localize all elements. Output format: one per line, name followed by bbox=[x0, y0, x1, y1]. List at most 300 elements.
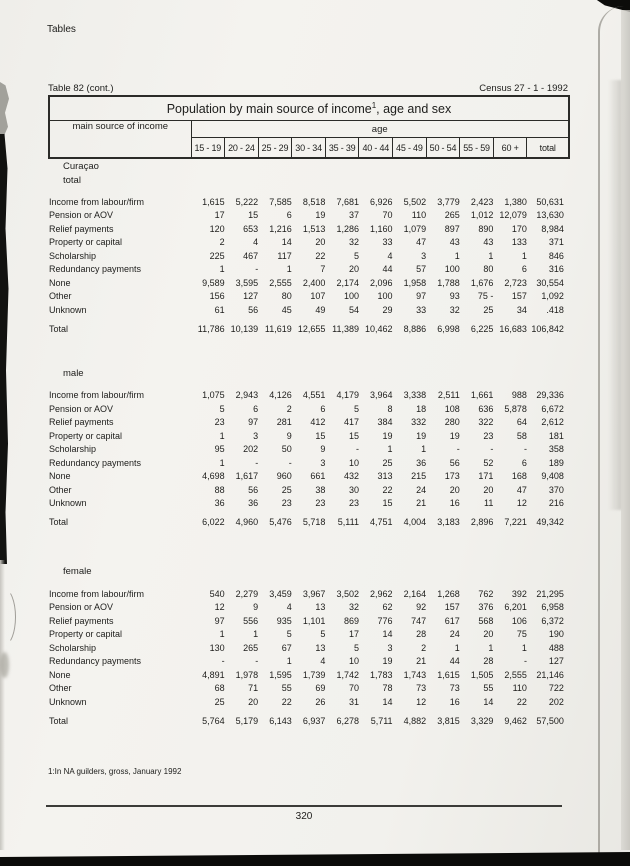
row-label: Scholarship bbox=[49, 642, 97, 653]
section-heading-label: female bbox=[63, 566, 92, 577]
row-label: Pension or AOV bbox=[49, 403, 114, 414]
value-cell: 8,984 bbox=[541, 223, 564, 234]
value-cell: 4,751 bbox=[370, 517, 393, 527]
value-cell: 1,075 bbox=[202, 390, 225, 401]
value-cell: 9,589 bbox=[202, 277, 225, 288]
value-cell: 56 bbox=[449, 457, 460, 468]
value-cell: 747 bbox=[411, 615, 427, 626]
table-row bbox=[49, 236, 569, 250]
value-cell: 1,615 bbox=[202, 196, 225, 207]
table-row bbox=[49, 389, 569, 403]
value-cell: 34 bbox=[516, 304, 527, 315]
value-cell: 8,518 bbox=[302, 196, 326, 207]
value-cell: 49,342 bbox=[536, 517, 564, 527]
value-cell: 19 bbox=[382, 656, 393, 667]
row-label: Property or capital bbox=[49, 629, 123, 640]
value-cell: 2,400 bbox=[302, 277, 326, 288]
value-cell: 30 bbox=[348, 484, 359, 495]
value-cell: 9,462 bbox=[504, 715, 527, 726]
value-cell: 26 bbox=[315, 696, 326, 707]
value-cell: 5,878 bbox=[504, 403, 527, 414]
value-cell: 33 bbox=[382, 237, 393, 248]
value-cell: 29 bbox=[382, 304, 393, 315]
value-cell: 3 bbox=[421, 250, 427, 261]
value-cell: 100 bbox=[444, 264, 460, 275]
income-by-age-sex-table bbox=[48, 95, 570, 728]
value-cell: 23 bbox=[214, 417, 225, 428]
row-label: Total bbox=[49, 323, 69, 334]
value-cell: 6,022 bbox=[202, 517, 225, 527]
value-cell: 3,964 bbox=[370, 390, 393, 401]
value-cell: 9 bbox=[286, 430, 292, 441]
value-cell: 70 bbox=[348, 683, 359, 694]
value-cell: 5 bbox=[353, 250, 359, 261]
value-cell: 4 bbox=[320, 656, 326, 667]
value-cell: 17 bbox=[214, 210, 225, 221]
value-cell: 1 bbox=[521, 250, 527, 261]
value-cell: - bbox=[456, 444, 460, 455]
value-cell: 4,179 bbox=[336, 390, 359, 401]
value-cell: 935 bbox=[276, 615, 292, 626]
value-cell: 412 bbox=[310, 417, 326, 428]
row-label: Pension or AOV bbox=[49, 210, 114, 221]
value-cell: 10 bbox=[348, 457, 359, 468]
row-label: None bbox=[49, 471, 71, 482]
value-cell: 24 bbox=[449, 629, 460, 640]
value-cell: 10,139 bbox=[230, 323, 259, 334]
value-cell: 5 bbox=[353, 403, 359, 414]
value-cell: 1 bbox=[286, 656, 292, 667]
page-header-label: Tables bbox=[47, 24, 76, 35]
row-label: Unknown bbox=[49, 696, 87, 707]
value-cell: 6,998 bbox=[437, 323, 460, 334]
value-cell: 25 bbox=[483, 304, 494, 315]
value-cell: 488 bbox=[548, 642, 564, 653]
value-cell: 3,329 bbox=[470, 715, 494, 726]
table-row bbox=[49, 290, 569, 304]
table-row bbox=[49, 641, 569, 655]
value-cell: 55 bbox=[281, 683, 292, 694]
value-cell: 1,978 bbox=[235, 669, 259, 680]
value-cell: 3,338 bbox=[403, 390, 427, 401]
value-cell: 960 bbox=[276, 471, 292, 482]
value-cell: 45 bbox=[281, 304, 292, 315]
value-cell: 1,505 bbox=[470, 669, 494, 680]
row-label: Pension or AOV bbox=[49, 602, 114, 613]
value-cell: 8 bbox=[387, 403, 393, 414]
value-cell: 54 bbox=[348, 304, 359, 315]
table-row bbox=[49, 443, 569, 457]
value-cell: - bbox=[490, 444, 494, 455]
table-row bbox=[49, 195, 569, 209]
value-cell: 2,279 bbox=[235, 588, 259, 599]
value-cell: 32 bbox=[348, 602, 359, 613]
value-cell: 8,886 bbox=[403, 323, 427, 334]
value-cell: 6 bbox=[320, 403, 326, 414]
page-number: 320 bbox=[295, 811, 313, 822]
spacer-row bbox=[49, 381, 569, 389]
value-cell: 1,615 bbox=[437, 669, 460, 680]
row-label: Other bbox=[49, 683, 72, 694]
value-cell: 56 bbox=[248, 484, 259, 495]
value-cell: 1 bbox=[387, 444, 393, 455]
value-cell: 2,423 bbox=[470, 196, 494, 207]
value-cell: 1 bbox=[521, 642, 527, 653]
table-title-suffix: , age and sex bbox=[376, 102, 452, 117]
value-cell: 1 bbox=[488, 642, 494, 653]
column-header: 15 - 19 bbox=[191, 138, 225, 159]
table-row bbox=[49, 429, 569, 443]
value-cell: 316 bbox=[548, 264, 564, 275]
value-cell: 6 bbox=[521, 264, 527, 275]
value-cell: 170 bbox=[511, 223, 527, 234]
value-cell: 10 bbox=[348, 656, 359, 667]
column-header: 35 - 39 bbox=[325, 138, 359, 159]
value-cell: 890 bbox=[478, 223, 494, 234]
value-cell: 15 bbox=[382, 498, 393, 509]
column-header: 20 - 24 bbox=[225, 138, 259, 159]
value-cell: 12,079 bbox=[499, 210, 527, 221]
value-cell: 6,201 bbox=[504, 602, 527, 613]
value-cell: 6 bbox=[521, 457, 527, 468]
value-cell: 33 bbox=[416, 304, 427, 315]
value-cell: 12 bbox=[214, 602, 225, 613]
value-cell: 23 bbox=[483, 430, 494, 441]
value-cell: 9 bbox=[320, 444, 326, 455]
value-cell: 61 bbox=[214, 304, 225, 315]
column-header: 25 - 29 bbox=[258, 138, 292, 159]
value-cell: 156 bbox=[209, 291, 225, 302]
value-cell: 376 bbox=[478, 602, 494, 613]
value-cell: 127 bbox=[243, 291, 259, 302]
value-cell: 5,222 bbox=[235, 196, 259, 207]
value-cell: 3,967 bbox=[302, 588, 326, 599]
value-cell: 4,126 bbox=[269, 390, 292, 401]
value-cell: 1 bbox=[219, 430, 225, 441]
value-cell: 4,882 bbox=[403, 715, 427, 726]
value-cell: 20 bbox=[483, 484, 494, 495]
value-cell: 32 bbox=[449, 304, 460, 315]
value-cell: 12 bbox=[416, 696, 427, 707]
value-cell: 16,683 bbox=[499, 323, 527, 334]
value-cell: 64 bbox=[516, 417, 527, 428]
table-row bbox=[49, 402, 569, 416]
value-cell: 70 bbox=[382, 210, 393, 221]
value-cell: 722 bbox=[548, 683, 564, 694]
column-header: 60 + bbox=[493, 138, 527, 159]
value-cell: 190 bbox=[548, 629, 564, 640]
value-cell: - bbox=[523, 656, 527, 667]
spacer-row bbox=[49, 188, 569, 195]
value-cell: 50 bbox=[281, 444, 292, 455]
value-cell: 100 bbox=[377, 291, 393, 302]
value-cell: 100 bbox=[343, 291, 359, 302]
value-cell: 93 bbox=[449, 291, 460, 302]
row-label: Total bbox=[49, 517, 69, 527]
row-label: Scholarship bbox=[49, 250, 97, 261]
value-cell: 6 bbox=[286, 210, 292, 221]
value-cell: 20 bbox=[483, 629, 494, 640]
value-cell: 2 bbox=[286, 403, 292, 414]
value-cell: 62 bbox=[382, 602, 393, 613]
value-cell: 133 bbox=[511, 237, 527, 248]
value-cell: 47 bbox=[416, 237, 427, 248]
value-cell: 653 bbox=[243, 223, 259, 234]
value-cell: 6,225 bbox=[470, 323, 494, 334]
value-cell: 22 bbox=[281, 696, 292, 707]
value-cell: 1 bbox=[219, 457, 225, 468]
value-cell: 67 bbox=[281, 642, 292, 653]
value-cell: - bbox=[523, 444, 527, 455]
value-cell: 762 bbox=[478, 588, 494, 599]
value-cell: 11 bbox=[484, 498, 494, 509]
value-cell: - bbox=[255, 656, 259, 667]
value-cell: 5,502 bbox=[403, 196, 427, 207]
value-cell: 2,555 bbox=[504, 669, 527, 680]
value-cell: 189 bbox=[548, 457, 564, 468]
value-cell: 11,389 bbox=[332, 323, 359, 334]
value-cell: 6,958 bbox=[541, 602, 564, 613]
value-cell: 36 bbox=[248, 498, 259, 509]
value-cell: 56 bbox=[248, 304, 259, 315]
value-cell: - bbox=[221, 656, 225, 667]
value-cell: 3,502 bbox=[336, 588, 359, 599]
value-cell: 202 bbox=[243, 444, 259, 455]
value-cell: 1,958 bbox=[403, 277, 427, 288]
total-row bbox=[49, 714, 569, 728]
value-cell: 44 bbox=[449, 656, 460, 667]
value-cell: 6,937 bbox=[302, 715, 326, 726]
value-cell: 25 bbox=[214, 696, 225, 707]
value-cell: 19 bbox=[449, 430, 460, 441]
value-cell: 80 bbox=[281, 291, 292, 302]
row-label: Redundancy payments bbox=[49, 457, 142, 468]
row-label: Relief payments bbox=[49, 223, 114, 234]
value-cell: 120 bbox=[209, 223, 225, 234]
census-reference: Census 27 - 1 - 1992 bbox=[479, 83, 568, 94]
section-heading-total bbox=[49, 173, 569, 188]
value-cell: 21,295 bbox=[536, 588, 564, 599]
value-cell: 28 bbox=[416, 629, 427, 640]
value-cell: 24 bbox=[416, 484, 427, 495]
value-cell: 2,612 bbox=[541, 417, 564, 428]
value-cell: 11,619 bbox=[264, 323, 292, 334]
table-row bbox=[49, 614, 569, 628]
value-cell: 69 bbox=[315, 683, 326, 694]
value-cell: 5,179 bbox=[235, 715, 259, 726]
table-row bbox=[49, 628, 569, 642]
section-heading-region bbox=[49, 158, 569, 173]
row-label: Unknown bbox=[49, 304, 87, 315]
value-cell: 1,513 bbox=[302, 223, 326, 234]
value-cell: 3,183 bbox=[437, 517, 460, 527]
value-cell: 13 bbox=[315, 642, 326, 653]
value-cell: 37 bbox=[348, 210, 359, 221]
value-cell: 556 bbox=[243, 615, 259, 626]
value-cell: 36 bbox=[416, 457, 427, 468]
value-cell: 25 bbox=[281, 484, 292, 495]
value-cell: 3,779 bbox=[437, 196, 460, 207]
row-header-label: main source of income bbox=[49, 121, 191, 159]
table-reference: Table 82 (cont.) bbox=[48, 83, 114, 94]
value-cell: 75 - bbox=[477, 291, 494, 302]
value-cell: 31 bbox=[348, 696, 359, 707]
value-cell: 21 bbox=[416, 656, 427, 667]
value-cell: 110 bbox=[512, 683, 527, 694]
table-row bbox=[49, 497, 569, 511]
column-header: 50 - 54 bbox=[426, 138, 460, 159]
value-cell: 22 bbox=[315, 250, 326, 261]
value-cell: 5 bbox=[320, 629, 326, 640]
value-cell: 5,711 bbox=[370, 715, 393, 726]
value-cell: 358 bbox=[548, 444, 564, 455]
value-cell: 265 bbox=[243, 642, 259, 653]
value-cell: 3 bbox=[253, 430, 259, 441]
value-cell: 23 bbox=[281, 498, 292, 509]
value-cell: 20 bbox=[449, 484, 460, 495]
value-cell: 2,096 bbox=[370, 277, 393, 288]
table-title bbox=[49, 96, 569, 121]
row-label: Income from labour/firm bbox=[49, 588, 145, 599]
value-cell: 30,554 bbox=[536, 277, 564, 288]
value-cell: 2,164 bbox=[403, 588, 427, 599]
value-cell: 5,111 bbox=[337, 517, 359, 527]
row-label: None bbox=[49, 669, 71, 680]
table-row bbox=[49, 416, 569, 430]
value-cell: 7,681 bbox=[336, 196, 359, 207]
table-row bbox=[49, 587, 569, 601]
value-cell: 22 bbox=[382, 484, 393, 495]
value-cell: 15 bbox=[248, 210, 259, 221]
value-cell: 5 bbox=[286, 629, 292, 640]
table-row bbox=[49, 668, 569, 682]
value-cell: 47 bbox=[516, 484, 527, 495]
value-cell: 1 bbox=[219, 629, 225, 640]
spacer-row bbox=[49, 336, 569, 366]
table-row bbox=[49, 209, 569, 223]
value-cell: 7,585 bbox=[269, 196, 292, 207]
value-cell: 97 bbox=[248, 417, 259, 428]
value-cell: 78 bbox=[382, 683, 393, 694]
value-cell: 20 bbox=[248, 696, 259, 707]
value-cell: 29,336 bbox=[536, 390, 564, 401]
value-cell: 21,146 bbox=[536, 669, 564, 680]
value-cell: 168 bbox=[511, 471, 527, 482]
value-cell: 2,723 bbox=[504, 277, 527, 288]
value-cell: 2,943 bbox=[235, 390, 259, 401]
value-cell: 16 bbox=[449, 696, 460, 707]
value-cell: 6,372 bbox=[541, 615, 564, 626]
value-cell: 57 bbox=[416, 264, 427, 275]
row-label: Total bbox=[49, 715, 69, 726]
value-cell: 4 bbox=[387, 250, 393, 261]
value-cell: 776 bbox=[377, 615, 393, 626]
table-row bbox=[49, 470, 569, 484]
value-cell: 1,783 bbox=[370, 669, 393, 680]
value-cell: 6,278 bbox=[336, 715, 359, 726]
value-cell: 1,079 bbox=[403, 223, 427, 234]
row-label: Scholarship bbox=[49, 444, 97, 455]
value-cell: 6,143 bbox=[269, 715, 292, 726]
value-cell: 1,743 bbox=[403, 669, 427, 680]
value-cell: 3 bbox=[320, 457, 326, 468]
value-cell: 1,268 bbox=[437, 588, 460, 599]
row-label: Relief payments bbox=[49, 417, 114, 428]
value-cell: 14 bbox=[281, 237, 292, 248]
value-cell: 4 bbox=[253, 237, 259, 248]
value-cell: 1,160 bbox=[370, 223, 393, 234]
value-cell: 23 bbox=[348, 498, 359, 509]
value-cell: 14 bbox=[382, 696, 393, 707]
value-cell: 3 bbox=[387, 642, 393, 653]
value-cell: 4,960 bbox=[235, 517, 259, 527]
value-cell: 1 bbox=[286, 264, 292, 275]
value-cell: 1 bbox=[454, 250, 460, 261]
value-cell: 322 bbox=[478, 417, 494, 428]
value-cell: 23 bbox=[315, 498, 326, 509]
value-cell: 11,786 bbox=[197, 323, 225, 334]
value-cell: 313 bbox=[377, 471, 393, 482]
value-cell: 370 bbox=[548, 484, 564, 495]
spacer-cell bbox=[49, 529, 569, 564]
value-cell: 18 bbox=[416, 403, 427, 414]
value-cell: 467 bbox=[243, 250, 259, 261]
value-cell: 97 bbox=[416, 291, 427, 302]
value-cell: 44 bbox=[382, 264, 393, 275]
value-cell: 1 bbox=[454, 642, 460, 653]
spacer-cell bbox=[49, 579, 569, 587]
value-cell: 568 bbox=[478, 615, 494, 626]
value-cell: 95 bbox=[214, 444, 225, 455]
total-row bbox=[49, 515, 569, 529]
value-cell: 1,661 bbox=[470, 390, 494, 401]
column-group-header: age bbox=[191, 121, 569, 138]
table-row bbox=[49, 303, 569, 317]
value-cell: 73 bbox=[416, 683, 427, 694]
value-cell: 106,842 bbox=[531, 323, 564, 334]
section-heading-female bbox=[49, 564, 569, 579]
value-cell: 417 bbox=[343, 417, 359, 428]
value-cell: .418 bbox=[546, 304, 564, 315]
row-label: Other bbox=[49, 484, 72, 495]
value-cell: 392 bbox=[511, 588, 527, 599]
value-cell: 12 bbox=[516, 498, 527, 509]
value-cell: 38 bbox=[315, 484, 326, 495]
value-cell: 117 bbox=[277, 250, 292, 261]
row-label: Redundancy payments bbox=[49, 264, 142, 275]
table-row bbox=[49, 249, 569, 263]
value-cell: 1,380 bbox=[504, 196, 527, 207]
value-cell: 216 bbox=[548, 498, 564, 509]
value-cell: 1,788 bbox=[437, 277, 460, 288]
row-label: Property or capital bbox=[49, 430, 123, 441]
value-cell: 32 bbox=[348, 237, 359, 248]
section-heading-label: total bbox=[63, 175, 81, 186]
value-cell: 846 bbox=[548, 250, 564, 261]
value-cell: 68 bbox=[214, 683, 225, 694]
scan-artifact-bottom-band bbox=[0, 846, 630, 866]
section-heading-label: Curaçao bbox=[63, 160, 99, 172]
value-cell: 2,511 bbox=[437, 390, 460, 401]
value-cell: 1,595 bbox=[269, 669, 292, 680]
table-row bbox=[49, 601, 569, 615]
value-cell: 19 bbox=[382, 430, 393, 441]
value-cell: - bbox=[355, 444, 359, 455]
value-cell: 4,891 bbox=[202, 669, 225, 680]
value-cell: 215 bbox=[411, 471, 427, 482]
value-cell: - bbox=[255, 457, 259, 468]
row-label: Other bbox=[49, 291, 72, 302]
